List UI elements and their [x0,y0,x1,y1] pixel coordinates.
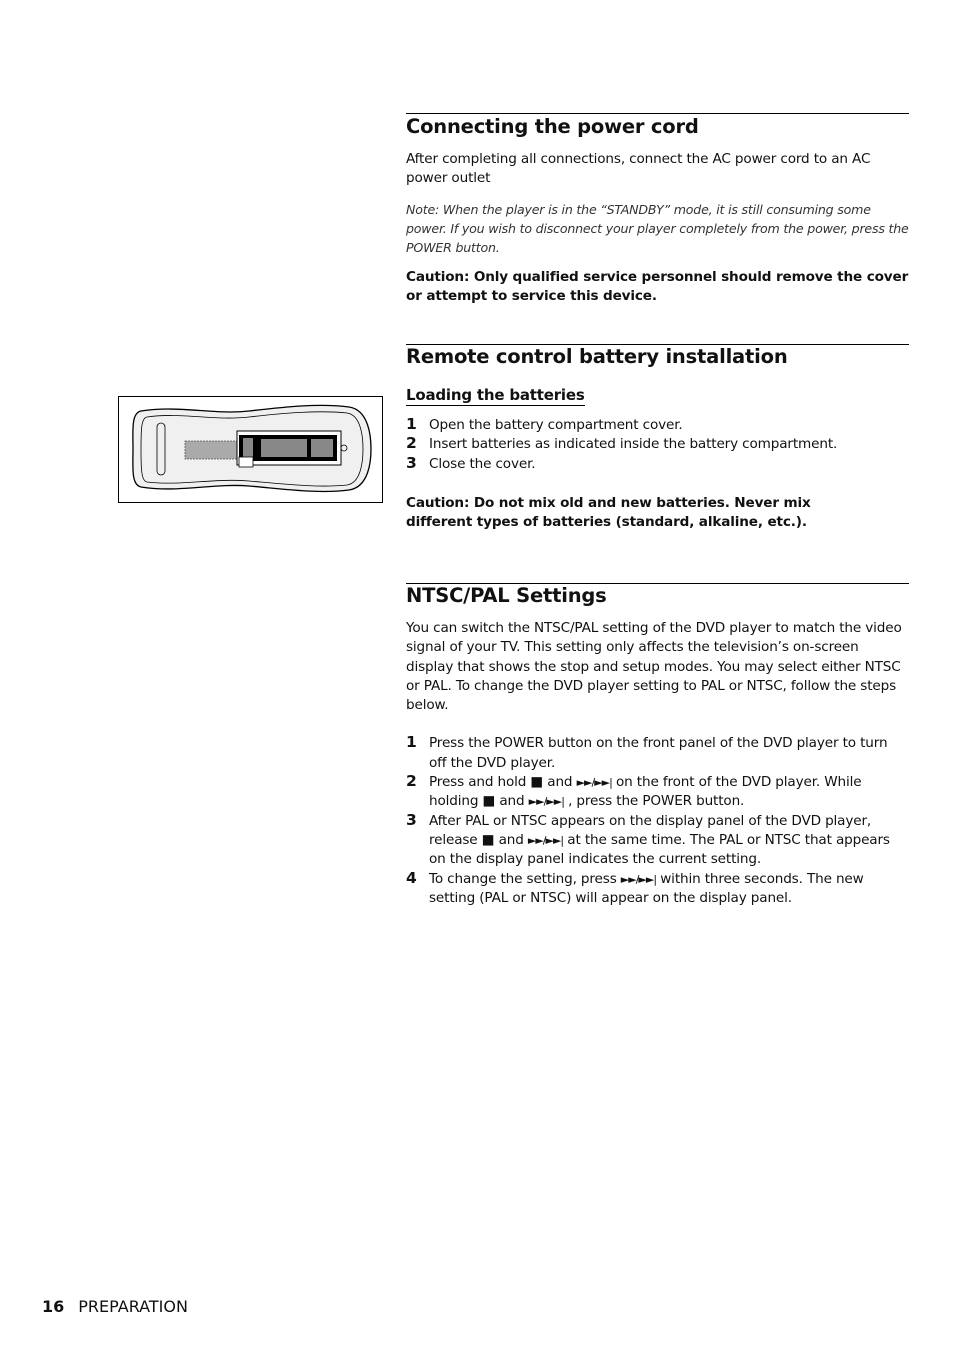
step-number: 1 [406,733,417,752]
remote-control-illustration [119,397,381,501]
loading-batteries-subtitle: Loading the batteries [406,386,585,404]
footer-section-label: PREPARATION [78,1297,188,1316]
step-text: at the same time. The PAL or NTSC that appears on the display panel indicates the current setting. [429,831,890,868]
step-text: , press the POWER button. [563,793,745,810]
page-footer [42,1297,188,1316]
fast-forward-next-icon: ►►/►►| [527,833,564,847]
step-text: Insert batteries as indicated inside the battery compartment. [429,436,838,453]
ntsc-section [406,584,909,908]
step-text: and [494,831,528,848]
remote-battery-figure [118,396,383,503]
step-text: Press the POWER button on the front panel of the DVD player to turn off the DVD player. [429,735,888,771]
step-number: 2 [406,772,417,791]
battery-caution: Caution: Do not mix old and new batteries. Never mix different types of batteries (standard, alkaline, etc.). [406,494,811,531]
fast-forward-next-icon: ►►/►►| [576,776,612,790]
power-section-title: Connecting the power cord [406,115,699,138]
ntsc-section-title: NTSC/PAL Settings [406,584,607,607]
fast-forward-next-icon: ►►/►►| [528,795,564,809]
list-item [406,773,909,812]
step-number: 2 [406,434,417,453]
list-item [406,455,909,474]
step-text: on the front of the DVD player. While holding [429,774,862,810]
step-text: within three seconds. The new setting (PAL or NTSC) will appear on the display panel. [429,870,864,906]
list-item [406,734,909,773]
list-item [406,416,909,435]
list-item [406,812,909,870]
battery-section [406,345,909,532]
step-text: To change the setting, press [429,870,621,887]
battery-section-title: Remote control battery installation [406,345,788,368]
step-number: 3 [406,453,417,472]
step-number: 3 [406,810,417,829]
step-text: and [543,774,577,791]
power-section-rule [406,113,909,114]
stop-symbol-icon: ■ [482,793,496,810]
list-item [406,435,909,454]
list-item [406,870,909,909]
step-text: Press and hold [429,774,531,791]
power-section [406,115,909,306]
step-number: 1 [406,415,417,433]
step-text: Close the cover. [429,455,536,472]
fast-forward-next-icon: ►►/►►| [620,872,657,886]
stop-symbol-icon: ■ [530,774,544,791]
step-text: and [495,793,529,810]
step-number: 4 [406,868,417,887]
ntsc-steps [406,734,909,908]
battery-steps [406,416,909,474]
power-caution: Caution: Only qualified service personnel should remove the cover or attempt to service this device. [406,268,909,304]
stop-symbol-icon: ■ [481,831,495,848]
step-text: After PAL or NTSC appears on the display panel of the DVD player, release [429,812,872,848]
ntsc-body: You can switch the NTSC/PAL setting of the DVD player to match the video signal of your TV. This setting only affects the television’s on-screen display that shows the stop and setup modes. You may select either NTSC or PAL. To change the DVD player setting to PAL or NTSC, follow the steps below. [406,620,902,714]
power-note: Note: When the player is in the “STANDBY” mode, it is still consuming some power. If you wish to disconnect your player completely from the power, press the POWER button. [406,201,909,255]
power-body: After completing all connections, connect the AC power cord to an AC power outlet [406,151,871,187]
step-text: Open the battery compartment cover. [429,417,683,433]
page-number: 16 [42,1297,65,1316]
